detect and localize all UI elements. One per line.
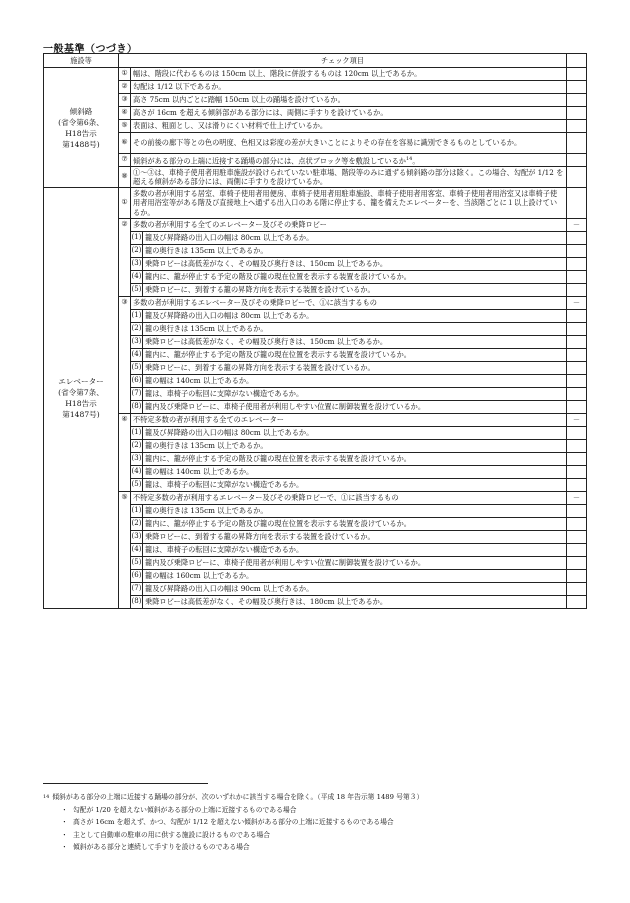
footnote (43, 791, 603, 854)
sub-text: 籠の奥行きは 135cm 以上であるか。 (143, 323, 567, 336)
header-facility: 施設等 (44, 54, 119, 68)
facility-line: (省令第6条、 (58, 117, 104, 127)
table-row (44, 107, 587, 120)
sub-number: (5) (131, 362, 143, 375)
sub-number: (5) (131, 479, 143, 492)
sub-text: 籠内及び乗降ロビーに、車椅子使用者が利用しやすい位置に制御装置を設けているか。 (143, 557, 567, 570)
sub-number: (6) (131, 570, 143, 583)
table-row (44, 94, 587, 107)
check-cell (567, 375, 587, 388)
check-cell (567, 479, 587, 492)
sub-number: (3) (131, 258, 143, 271)
facility-line: 第1488号) (62, 139, 100, 149)
item-number: ④ (119, 107, 131, 120)
check-cell (567, 401, 587, 414)
check-cell (567, 167, 587, 188)
sub-text: 籠は、車椅子の転回に支障がない構造であるか。 (143, 544, 567, 557)
item-text: 高さ 75cm 以内ごとに踏幅 150cm 以上の踊場を設けているか。 (131, 94, 567, 107)
item-number: ① (119, 68, 131, 81)
facility-line: 第1487号) (62, 410, 100, 419)
item-number: ⑤ (119, 120, 131, 133)
check-cell (567, 310, 587, 323)
sub-number: (4) (131, 271, 143, 284)
sub-number: (4) (131, 466, 143, 479)
item-text: ①～③は、車椅子使用者用駐車施設が設けられていない駐車場、階段等のみに通ずる傾斜路の部分は除く。この場合、勾配が 1/12 を超える傾斜がある部分には、両側に手すりを設けているか。 (131, 167, 567, 188)
sub-text: 籠の幅は 140cm 以上であるか。 (143, 466, 567, 479)
check-cell: － (567, 492, 587, 505)
facility-line: H18告示 (65, 399, 97, 408)
sub-number: (1) (131, 427, 143, 440)
sub-text: 籠の奥行きは 135cm 以上であるか。 (143, 505, 567, 518)
bullet-mark: ・ (61, 830, 68, 839)
check-cell (567, 544, 587, 557)
bullet-text: 傾斜がある部分と連続して手すりを設けるものである場合 (73, 843, 250, 851)
check-cell (567, 245, 587, 258)
sub-number: (4) (131, 349, 143, 362)
sub-number: (4) (131, 544, 143, 557)
footnote-bullet (43, 841, 603, 854)
sub-text: 籠内に、籠が停止する予定の階及び籠の現在位置を表示する装置を設けているか。 (143, 271, 567, 284)
check-cell: － (567, 414, 587, 427)
item-text: 勾配は 1/12 以下であるか。 (131, 81, 567, 94)
sub-text: 乗降ロビーに、到着する籠の昇降方向を表示する装置を設けているか。 (143, 362, 567, 375)
item-number: ⑦ (119, 154, 131, 167)
footnote-text: 傾斜がある部分の上端に近接する踊場の部分が、次のいずれかに該当する場合を除く。（平成 18 年告示第 1489 号第３） (52, 793, 424, 801)
item-text-tail: 。 (412, 155, 420, 165)
check-cell (567, 531, 587, 544)
item-number: ④ (119, 414, 131, 492)
table-row (44, 167, 587, 188)
facility-line: エレベーター (58, 377, 104, 386)
check-cell (567, 349, 587, 362)
item-text: 幅は、階段に代わるものは 150cm 以上、階段に併設するものは 120cm 以上であるか。 (131, 68, 567, 81)
sub-number: (6) (131, 375, 143, 388)
table-row (44, 81, 587, 94)
sub-text: 籠の幅は 160cm 以上であるか。 (143, 570, 567, 583)
check-cell (567, 453, 587, 466)
sub-number: (1) (131, 232, 143, 245)
sub-number: (7) (131, 388, 143, 401)
sub-text: 乗降ロビーは高低差がなく、その幅及び奥行きは、150cm 以上であるか。 (143, 258, 567, 271)
facility-slope (44, 68, 119, 188)
footnote-bullet (43, 829, 603, 842)
check-cell (567, 133, 587, 154)
item-text: 多数の者が利用する全てのエレベーター及びその乗降ロビー (131, 219, 567, 232)
bullet-mark: ・ (61, 805, 68, 814)
sub-number: (8) (131, 401, 143, 414)
check-cell (567, 323, 587, 336)
item-number: ① (119, 188, 131, 219)
table-row (44, 120, 587, 133)
check-cell (567, 154, 587, 167)
sub-text: 籠及び昇降路の出入口の幅は 80cm 以上であるか。 (143, 427, 567, 440)
check-cell (567, 232, 587, 245)
bullet-text: 高さが 16cm を超えず、かつ、勾配が 1/12 を超えない傾斜がある部分の上端に近接するものである場合 (73, 818, 394, 826)
sub-text: 籠は、車椅子の転回に支障がない構造であるか。 (143, 479, 567, 492)
item-text-body: 傾斜がある部分の上端に近接する踊場の部分には、点状ブロック等を敷設しているか (133, 155, 406, 165)
footnote-divider (43, 783, 208, 784)
sub-number: (2) (131, 245, 143, 258)
bullet-mark: ・ (61, 818, 68, 826)
item-text: 不特定多数の者が利用するエレベーター及びその乗降ロビーで、①に該当するもの (131, 492, 567, 505)
check-cell (567, 107, 587, 120)
facility-line: 傾斜路 (69, 106, 93, 116)
check-cell (567, 388, 587, 401)
item-number: ⑤ (119, 492, 131, 609)
footnote-bullet (43, 816, 603, 829)
check-cell (567, 466, 587, 479)
sub-text: 籠内に、籠が停止する予定の階及び籠の現在位置を表示する装置を設けているか。 (143, 518, 567, 531)
sub-text: 籠は、車椅子の転回に支障がない構造であるか。 (143, 388, 567, 401)
item-text: 多数の者が利用するエレベーター及びその乗降ロビーで、①に該当するもの (131, 297, 567, 310)
check-cell (567, 284, 587, 297)
check-cell (567, 336, 587, 349)
check-cell (567, 440, 587, 453)
section-heading: 一般基準（つづき） (43, 44, 138, 55)
bullet-text: 主として自動車の駐車の用に供する施設に設けるものである場合 (73, 830, 271, 839)
footnote-bullet (43, 804, 603, 817)
sub-text: 籠内に、籠が停止する予定の階及び籠の現在位置を表示する装置を設けているか。 (143, 349, 567, 362)
item-number: ③ (119, 94, 131, 107)
sub-text: 乗降ロビーに、到着する籠の昇降方向を表示する装置を設けているか。 (143, 531, 567, 544)
facility-line: H18告示 (65, 128, 97, 138)
item-text: 多数の者が利用する居室、車椅子使用者用便房、車椅子使用者用駐車施設、車椅子使用者用客室、車椅子使用者用浴室又は車椅子使用者用浴室等がある階及び直接地上へ通ずる出入口のある階に停止する、籠を備えたエレベーターを、当該階ごとに１以上設けているか。 (131, 188, 567, 219)
check-cell (567, 596, 587, 609)
sub-text: 籠内に、籠が停止する予定の階及び籠の現在位置を表示する装置を設けているか。 (143, 453, 567, 466)
check-cell (567, 505, 587, 518)
sub-number: (2) (131, 323, 143, 336)
sub-number: (5) (131, 557, 143, 570)
item-number: ② (119, 81, 131, 94)
sub-number: (3) (131, 453, 143, 466)
item-number: ② (119, 219, 131, 297)
check-cell (567, 188, 587, 219)
table-row (44, 133, 587, 154)
table-header-row (44, 54, 587, 68)
bullet-text: 勾配が 1/20 を超えない傾斜がある部分の上端に近接するものである場合 (73, 805, 297, 814)
sub-number: (3) (131, 531, 143, 544)
check-cell (567, 81, 587, 94)
sub-number: (5) (131, 284, 143, 297)
table-row (44, 297, 587, 310)
table-row (44, 68, 587, 81)
check-cell: － (567, 297, 587, 310)
sub-text: 籠及び昇降路の出入口の幅は 90cm 以上であるか。 (143, 583, 567, 596)
sub-number: (1) (131, 310, 143, 323)
sub-text: 籠内及び乗降ロビーに、車椅子使用者が利用しやすい位置に制御装置を設けているか。 (143, 401, 567, 414)
table-row (44, 219, 587, 232)
sub-text: 籠の奥行きは 135cm 以上であるか。 (143, 440, 567, 453)
footnote-main (43, 791, 603, 804)
item-text: 表面は、粗面とし、又は滑りにくい材料で仕上げているか。 (131, 120, 567, 133)
bullet-mark: ・ (61, 843, 68, 851)
sub-number: (2) (131, 518, 143, 531)
sub-text: 乗降ロビーに、到着する籠の昇降方向を表示する装置を設けているか。 (143, 284, 567, 297)
item-number: ③ (119, 297, 131, 414)
check-cell (567, 94, 587, 107)
sub-number: (8) (131, 596, 143, 609)
sub-text: 籠及び昇降路の出入口の幅は 80cm 以上であるか。 (143, 310, 567, 323)
item-text (131, 154, 567, 167)
item-number: ⑧ (119, 167, 131, 188)
footnote-number: 14 (43, 794, 50, 800)
check-cell: － (567, 219, 587, 232)
check-cell (567, 557, 587, 570)
facility-elevator (44, 188, 119, 609)
item-number: ⑥ (119, 133, 131, 154)
item-text: その前後の廊下等との色の明度、色相又は彩度の差が大きいことによりその存在を容易に識別できるものとしているか。 (131, 133, 567, 154)
check-cell (567, 68, 587, 81)
table-row (44, 154, 587, 167)
item-text: 高さが 16cm を超える傾斜部がある部分には、両側に手すりを設けているか。 (131, 107, 567, 120)
sub-number: (2) (131, 440, 143, 453)
sub-number: (7) (131, 583, 143, 596)
sub-text: 籠の奥行きは 135cm 以上であるか。 (143, 245, 567, 258)
footnote-ref[interactable]: 14 (406, 155, 413, 162)
table-row (44, 492, 587, 505)
sub-text: 乗降ロビーは高低差がなく、その幅及び奥行きは、150cm 以上であるか。 (143, 336, 567, 349)
facility-line: (省令第7条、 (58, 388, 104, 397)
checklist-table (43, 53, 587, 609)
table-row (44, 188, 587, 219)
sub-text: 籠の幅は 140cm 以上であるか。 (143, 375, 567, 388)
sub-text: 籠及び昇降路の出入口の幅は 80cm 以上であるか。 (143, 232, 567, 245)
item-text: 不特定多数の者が利用する全てのエレベーター (131, 414, 567, 427)
sub-text: 乗降ロビーは高低差がなく、その幅及び奥行きは、180cm 以上であるか。 (143, 596, 567, 609)
header-check-items: チェック項目 (119, 54, 567, 68)
check-cell (567, 362, 587, 375)
table-row (44, 414, 587, 427)
sub-number: (1) (131, 505, 143, 518)
check-cell (567, 271, 587, 284)
check-cell (567, 427, 587, 440)
check-cell (567, 583, 587, 596)
check-cell (567, 518, 587, 531)
check-cell (567, 570, 587, 583)
check-cell (567, 120, 587, 133)
header-mark (567, 54, 587, 68)
sub-number: (3) (131, 336, 143, 349)
check-cell (567, 258, 587, 271)
